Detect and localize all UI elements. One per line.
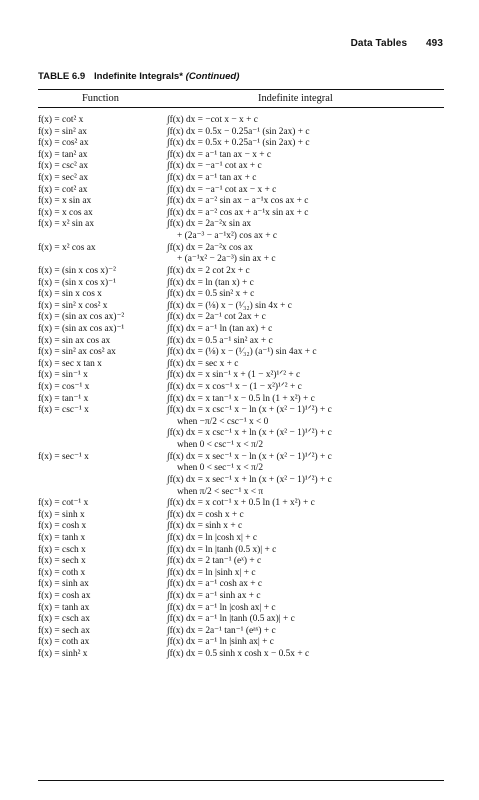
integral-cell: ∫f(x) dx = x tan⁻¹ x − 0.5 ln (1 + x²) + c (167, 393, 315, 404)
integral-cell: ∫f(x) dx = 2a⁻²x sin ax (167, 219, 252, 230)
table-row (38, 336, 444, 348)
function-cell: f(x) = cot² x (38, 115, 84, 125)
function-cell: f(x) = cot⁻¹ x (38, 498, 89, 509)
table-row (38, 127, 444, 139)
integral-cell: when 0 < csc⁻¹ x < π/2 (177, 440, 264, 451)
function-cell: f(x) = coth x (38, 567, 86, 578)
function-cell: f(x) = tanh ax (38, 602, 90, 613)
function-cell: f(x) = csch x (38, 544, 86, 555)
integral-cell: ∫f(x) dx = a⁻¹ ln |tanh (0.5 ax)| + c (167, 614, 295, 625)
table-row (38, 475, 444, 487)
table-row (38, 196, 444, 208)
table-row (38, 545, 444, 557)
integral-cell: ∫f(x) dx = (⅛) x − (¹⁄₃₂) (a⁻¹) sin 4ax + c (167, 347, 317, 358)
function-cell: f(x) = sech ax (38, 625, 90, 636)
integral-cell: + (a⁻¹x² − 2a⁻³) sin ax + c (177, 254, 276, 265)
table-row (38, 301, 444, 313)
integral-cell: ∫f(x) dx = −cot x − x + c (167, 115, 258, 125)
integral-cell: ∫f(x) dx = 0.5 sinh x cosh x − 0.5x + c (167, 649, 310, 660)
table-row (38, 510, 444, 522)
table-row (38, 556, 444, 568)
function-cell: f(x) = x² sin ax (38, 219, 95, 230)
integral-cell: + (2a⁻³ − a⁻¹x²) cos ax + c (177, 231, 278, 242)
integral-cell: ∫f(x) dx = 0.5x + 0.25a⁻¹ (sin 2ax) + c (167, 138, 310, 149)
table-row (38, 463, 444, 475)
integral-cell: ∫f(x) dx = ln |sinh x| + c (167, 567, 256, 578)
integral-cell: ∫f(x) dx = x sin⁻¹ x + (1 − x²)¹ᐟ² + c (167, 370, 301, 381)
integral-cell: ∫f(x) dx = x cot⁻¹ x + 0.5 ln (1 + x²) + c (167, 498, 315, 509)
function-cell: f(x) = csc⁻¹ x (38, 405, 89, 416)
function-cell: f(x) = sinh x (38, 509, 85, 520)
function-cell: f(x) = sinh ax (38, 579, 89, 590)
table-row (38, 498, 444, 510)
table-row (38, 243, 444, 255)
function-cell: f(x) = sin² x cos² x (38, 300, 108, 311)
function-cell: f(x) = tan⁻¹ x (38, 393, 89, 404)
table-row (38, 417, 444, 429)
function-cell: f(x) = csc² ax (38, 161, 89, 172)
column-header-integral: Indefinite integral (258, 93, 333, 104)
function-cell: f(x) = cosh x (38, 521, 87, 532)
integral-cell: ∫f(x) dx = x csc⁻¹ x + ln (x + (x² − 1)¹ᐟ²) + c (167, 428, 332, 439)
function-cell: f(x) = sec x tan x (38, 358, 102, 369)
integral-cell: ∫f(x) dx = 0.5 sin² x + c (167, 289, 255, 300)
integral-cell: ∫f(x) dx = a⁻¹ tan ax − x + c (167, 149, 272, 160)
table-row (38, 487, 444, 499)
function-cell: f(x) = (sin x cos x)⁻¹ (38, 277, 116, 288)
table-row (38, 150, 444, 162)
integral-cell: ∫f(x) dx = 2 cot 2x + c (167, 265, 250, 276)
function-cell: f(x) = (sin ax cos ax)⁻² (38, 312, 125, 323)
integral-table (38, 115, 444, 661)
table-label: TABLE 6.9 (38, 71, 86, 82)
integral-cell: ∫f(x) dx = a⁻² sin ax − a⁻¹x cos ax + c (167, 196, 309, 207)
function-cell: f(x) = x² cos ax (38, 242, 96, 253)
function-cell: f(x) = sin² ax cos² ax (38, 347, 116, 358)
table-row (38, 324, 444, 336)
table-row (38, 637, 444, 649)
integral-cell: ∫f(x) dx = ln |cosh x| + c (167, 532, 258, 543)
integral-cell: when −π/2 < csc⁻¹ x < 0 (177, 416, 269, 427)
function-cell: f(x) = (sin x cos x)⁻² (38, 265, 116, 276)
function-cell: f(x) = sech x (38, 556, 86, 567)
integral-cell: ∫f(x) dx = −a⁻¹ cot ax − x + c (167, 184, 277, 195)
integral-cell: ∫f(x) dx = a⁻¹ tan ax + c (167, 173, 257, 184)
table-row (38, 312, 444, 324)
integral-cell: ∫f(x) dx = 2a⁻²x cos ax (167, 242, 253, 253)
table-row (38, 533, 444, 545)
function-cell: f(x) = cot² ax (38, 184, 88, 195)
integral-cell: ∫f(x) dx = 0.5x − 0.25a⁻¹ (sin 2ax) + c (167, 126, 310, 137)
column-header-function: Function (82, 93, 119, 104)
table-row (38, 579, 444, 591)
table-row (38, 568, 444, 580)
table-row (38, 161, 444, 173)
table-row (38, 440, 444, 452)
table-row (38, 591, 444, 603)
table-row (38, 278, 444, 290)
function-cell: f(x) = coth ax (38, 637, 90, 648)
integral-cell: ∫f(x) dx = 2a⁻¹ tan⁻¹ (eᵃˣ) + c (167, 625, 276, 636)
integral-cell: ∫f(x) dx = −a⁻¹ cot ax + c (167, 161, 262, 172)
table-row (38, 382, 444, 394)
table-caption (38, 71, 239, 82)
integral-cell: ∫f(x) dx = a⁻² cos ax + a⁻¹x sin ax + c (167, 207, 309, 218)
table-row (38, 649, 444, 661)
integral-cell: ∫f(x) dx = ln (tan x) + c (167, 277, 254, 288)
integral-cell: ∫f(x) dx = a⁻¹ ln |cosh ax| + c (167, 602, 276, 613)
table-row (38, 347, 444, 359)
running-header (351, 38, 443, 49)
function-cell: f(x) = sec² ax (38, 173, 89, 184)
table-row (38, 405, 444, 417)
integral-cell: ∫f(x) dx = sinh x + c (167, 521, 243, 532)
function-cell: f(x) = sin ax cos ax (38, 335, 111, 346)
table-row (38, 521, 444, 533)
table-row (38, 603, 444, 615)
table-row (38, 208, 444, 220)
function-cell: f(x) = cos⁻¹ x (38, 382, 90, 393)
table-header-rule (38, 107, 444, 108)
function-cell: f(x) = tan² ax (38, 149, 88, 160)
table-row (38, 452, 444, 464)
function-cell: f(x) = x sin ax (38, 196, 92, 207)
integral-cell: when 0 < sec⁻¹ x < π/2 (177, 463, 264, 474)
table-top-rule (38, 89, 444, 90)
integral-cell: ∫f(x) dx = a⁻¹ ln |sinh ax| + c (167, 637, 274, 648)
table-row (38, 266, 444, 278)
integral-cell: ∫f(x) dx = (⅛) x − (¹⁄₃₂) sin 4x + c (167, 300, 292, 311)
function-cell: f(x) = sin² ax (38, 126, 87, 137)
integral-cell: ∫f(x) dx = 0.5 a⁻¹ sin² ax + c (167, 335, 273, 346)
function-cell: f(x) = cos² ax (38, 138, 89, 149)
table-continued: (Continued) (185, 71, 240, 82)
integral-cell: ∫f(x) dx = x cos⁻¹ x − (1 − x²)¹ᐟ² + c (167, 382, 302, 393)
integral-cell: when π/2 < sec⁻¹ x < π (177, 486, 264, 497)
table-row (38, 428, 444, 440)
function-cell: f(x) = x cos ax (38, 207, 93, 218)
table-row (38, 231, 444, 243)
integral-cell: ∫f(x) dx = cosh x + c (167, 509, 244, 520)
function-cell: f(x) = sin x cos x (38, 289, 102, 300)
table-title: Indefinite Integrals* (93, 71, 183, 82)
page-number: 493 (426, 38, 443, 49)
integral-cell: ∫f(x) dx = sec x + c (167, 358, 239, 369)
function-cell: f(x) = sin⁻¹ x (38, 370, 88, 381)
function-cell: f(x) = tanh x (38, 532, 86, 543)
table-row (38, 289, 444, 301)
integral-cell: ∫f(x) dx = 2 tan⁻¹ (eˣ) + c (167, 556, 262, 567)
function-cell: f(x) = cosh ax (38, 590, 91, 601)
integral-cell: ∫f(x) dx = a⁻¹ ln (tan ax) + c (167, 323, 273, 334)
table-bottom-rule (38, 780, 444, 781)
table-row (38, 219, 444, 231)
table-row (38, 173, 444, 185)
integral-cell: ∫f(x) dx = 2a⁻¹ cot 2ax + c (167, 312, 266, 323)
integral-cell: ∫f(x) dx = a⁻¹ sinh ax + c (167, 590, 261, 601)
function-cell: f(x) = csch ax (38, 614, 90, 625)
table-row (38, 370, 444, 382)
function-cell: f(x) = (sin ax cos ax)⁻¹ (38, 323, 125, 334)
integral-cell: ∫f(x) dx = ln |tanh (0.5 x)| + c (167, 544, 277, 555)
integral-cell: ∫f(x) dx = a⁻¹ cosh ax + c (167, 579, 263, 590)
table-row (38, 394, 444, 406)
function-cell: f(x) = sinh² x (38, 649, 88, 660)
table-row (38, 254, 444, 266)
table-row (38, 115, 444, 127)
integral-cell: ∫f(x) dx = x sec⁻¹ x + ln (x + (x² − 1)¹ᐟ²) + c (167, 474, 332, 485)
table-row (38, 614, 444, 626)
table-row (38, 626, 444, 638)
integral-cell: ∫f(x) dx = x sec⁻¹ x − ln (x + (x² − 1)¹ᐟ²) + c (167, 451, 332, 462)
section-title: Data Tables (350, 38, 408, 49)
function-cell: f(x) = sec⁻¹ x (38, 451, 89, 462)
table-row (38, 185, 444, 197)
integral-cell: ∫f(x) dx = x csc⁻¹ x − ln (x + (x² − 1)¹ᐟ²) + c (167, 405, 332, 416)
table-row (38, 359, 444, 371)
table-row (38, 138, 444, 150)
